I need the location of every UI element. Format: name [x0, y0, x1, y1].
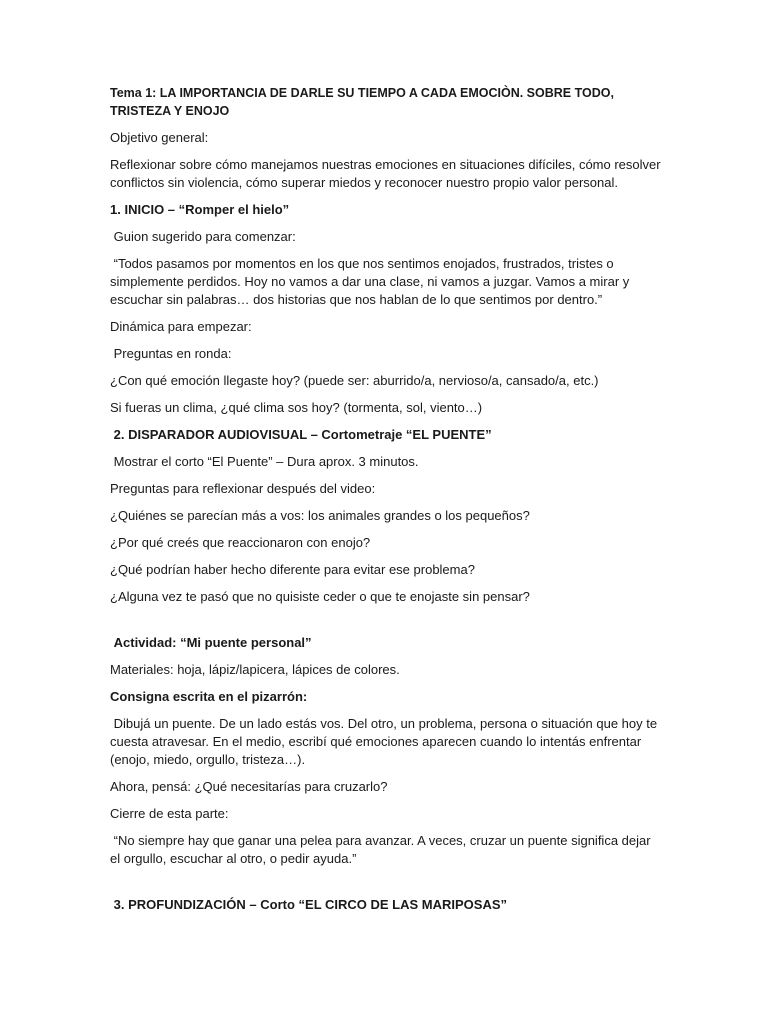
instruction-text: Dibujá un puente. De un lado estás vos. Del otro, un problema, persona o situación que hoy te cuesta atravesar. En el medio, escribí qué emociones aparecen cuando lo intentás enfrentar (enojo, miedo, orgullo, tristeza…). [110, 716, 661, 767]
reflect-label: Preguntas para reflexionar después del video: [110, 481, 376, 496]
question-1: ¿Con qué emoción llegaste hoy? (puede ser: aburrido/a, nervioso/a, cansado/a, etc.) [110, 373, 599, 388]
instruction-label: Consigna escrita en el pizarrón: [110, 689, 308, 704]
closing-quote: “No siempre hay que ganar una pelea para avanzar. A veces, cruzar un puente significa dejar el orgullo, escuchar al otro, o pedir ayuda.” [110, 833, 655, 866]
reflect-question-2: ¿Por qué creés que reaccionaron con enojo? [110, 535, 371, 550]
reflect-question-1: ¿Quiénes se parecían más a vos: los animales grandes o los pequeños? [110, 508, 530, 523]
section2-heading: 2. DISPARADOR AUDIOVISUAL – Cortometraje “EL PUENTE” [110, 427, 492, 442]
document-title: Tema 1: LA IMPORTANCIA DE DARLE SU TIEMPO A CADA EMOCIÒN. SOBRE TODO, TRISTEZA Y ENOJO [110, 86, 614, 118]
section1-heading: 1. INICIO – “Romper el hielo” [110, 202, 290, 217]
questions-label: Preguntas en ronda: [110, 346, 232, 361]
guide-quote: “Todos pasamos por momentos en los que nos sentimos enojados, frustrados, tristes o simplemente perdidos. Hoy no vamos a dar una clase, ni vamos a juzgar. Vamos a mirar y escuchar sin palabras… dos historias que nos hablan de lo que sentimos por dentro.” [110, 256, 633, 307]
think-text: Ahora, pensá: ¿Qué necesitarías para cruzarlo? [110, 779, 388, 794]
objective-text: Reflexionar sobre cómo manejamos nuestras emociones en situaciones difíciles, cómo resolver conflictos sin violencia, cómo superar miedos y reconocer nuestro propio valor personal. [110, 157, 661, 190]
section3-heading: 3. PROFUNDIZACIÓN – Corto “EL CIRCO DE LAS MARIPOSAS” [110, 897, 508, 912]
closing-label: Cierre de esta parte: [110, 806, 229, 821]
dynamic-label: Dinámica para empezar: [110, 319, 252, 334]
objective-label: Objetivo general: [110, 130, 209, 145]
materials-text: Materiales: hoja, lápiz/lapicera, lápices de colores. [110, 662, 400, 677]
guide-label: Guion sugerido para comenzar: [110, 229, 296, 244]
question-2: Si fueras un clima, ¿qué clima sos hoy? (tormenta, sol, viento…) [110, 400, 483, 415]
document-body [110, 84, 662, 923]
reflect-question-3: ¿Qué podrían haber hecho diferente para evitar ese problema? [110, 562, 475, 577]
reflect-question-4: ¿Alguna vez te pasó que no quisiste ceder o que te enojaste sin pensar? [110, 589, 530, 604]
activity-heading: Actividad: “Mi puente personal” [110, 635, 312, 650]
show-text: Mostrar el corto “El Puente” – Dura aprox. 3 minutos. [110, 454, 419, 469]
